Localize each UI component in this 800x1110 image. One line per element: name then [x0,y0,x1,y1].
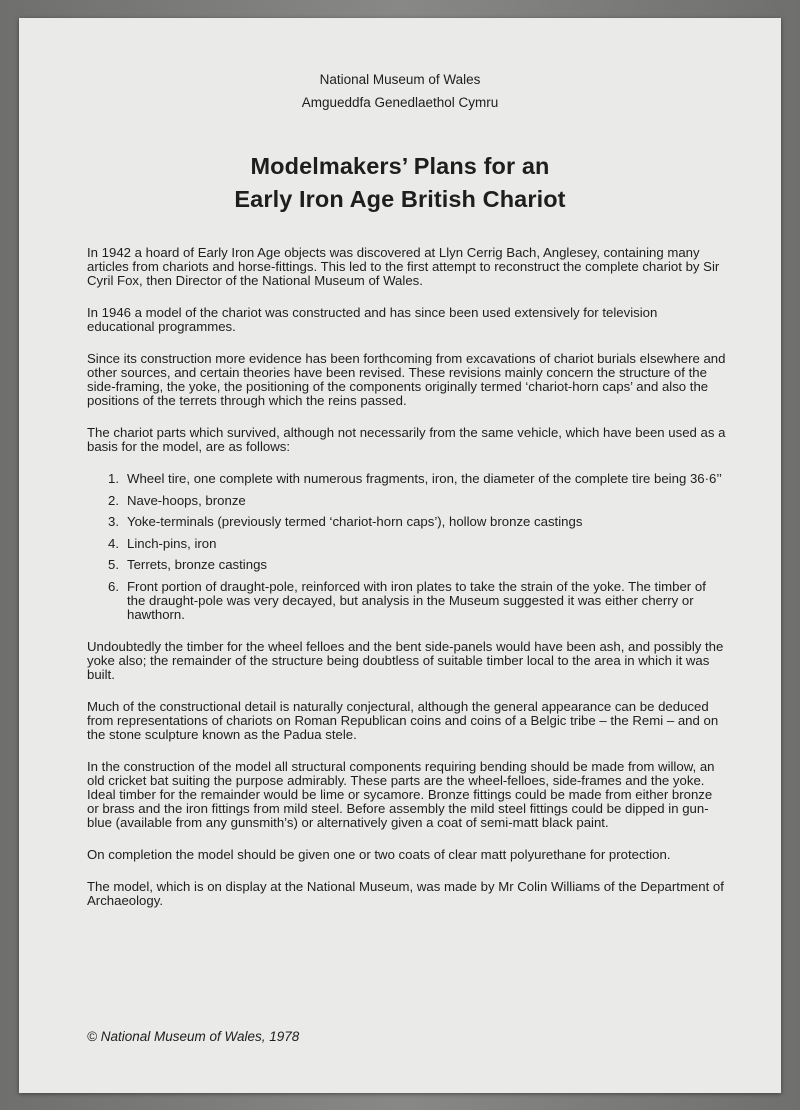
paragraph-construction-materials: In the construction of the model all structural components requiring bending should be made from willow, an old cricket bat suiting the purpose admirably. These parts are the wheel-felloes, side-frames and the yoke. Ideal timber for the remainder would be lime or sycamore. Bronze fittings could be made from either bronze or brass and the iron fittings from mild steel. Before assembly the mild steel fittings could be dipped in gun-blue (available from any gunsmith’s) or alternatively given a coat of semi-matt black paint. [87,758,715,830]
list-item-number: 4. [108,535,119,551]
list-item-text: Front portion of draught-pole, reinforced with iron plates to take the strain of the yoke. The timber of the draught-pole was very decayed, but analysis in the Museum suggested it was either cherry or hawthorn. [127,578,706,622]
document-sheet [19,18,781,1093]
paragraph-timber: Undoubtedly the timber for the wheel felloes and the bent side-panels would have been ash, and possibly the yoke also; the remainder of the structure being doubtless of suitable timber local to the area in which it was built. [87,638,724,682]
paragraph-finishing: On completion the model should be given one or two coats of clear matt polyurethane for protection. [87,846,671,862]
paragraph-first-model: In 1946 a model of the chariot was constructed and has since been used extensively for television educational programmes. [87,305,658,334]
list-item [87,494,727,508]
list-item-text: Yoke-terminals (previously termed ‘chariot-horn caps’), hollow bronze castings [127,514,583,529]
title-line-1: Modelmakers’ Plans for an [250,153,550,179]
list-item-number: 6. [108,578,119,594]
list-item-text: Nave-hoops, bronze [127,492,246,508]
list-item-number: 1. [108,471,119,486]
list-item-text: Linch-pins, iron [127,535,217,551]
list-item-number: 3. [108,514,119,529]
list-item-number: 5. [108,557,119,572]
list-item [87,537,727,551]
paragraph-parts-intro: The chariot parts which survived, although not necessarily from the same vehicle, which have been used as a basis for the model, are as follows: [87,425,726,454]
list-item-text: Terrets, bronze castings [127,557,267,572]
list-item [87,472,727,486]
list-item [87,580,727,622]
paragraph-discovery: In 1942 a hoard of Early Iron Age objects was discovered at Llyn Cerrig Bach, Anglesey, containing many articles from chariots and horse-fittings. This led to the first attempt to reconstruct the complete chariot by Sir Cyril Fox, then Director of the National Museum of Wales. [87,245,720,288]
list-item [87,515,727,529]
list-item-number: 2. [108,492,119,508]
paragraph-model-maker: The model, which is on display at the National Museum, was made by Mr Colin Williams of the Department of Archaeology. [87,878,724,908]
document-title [19,150,781,216]
title-line-2: Early Iron Age British Chariot [234,186,566,212]
parts-list [87,472,727,622]
list-item-text: Wheel tire, one complete with numerous fragments, iron, the diameter of the complete tire being 36·6’’ [127,471,722,486]
list-item [87,558,727,572]
museum-name-english: National Museum of Wales [319,72,481,87]
paragraph-revisions: Since its construction more evidence has been forthcoming from excavations of chariot burials elsewhere and other sources, and certain theories have been revised. These revisions mainly concern the structure of the side-framing, the yoke, the positioning of the components originally termed ‘chariot-horn caps’ and also the positions of the terrets through which the reins passed. [87,351,726,408]
museum-name-welsh: Amgueddfa Genedlaethol Cymru [301,95,499,110]
document-body [87,246,727,926]
paragraph-conjectural-detail: Much of the constructional detail is naturally conjectural, although the general appearance can be deduced from representations of chariots on Roman Republican coins and coins of a Belgic tribe – the Remi – and on the stone sculpture known as the Padua stele. [87,698,719,742]
copyright-notice: © National Museum of Wales, 1978 [87,1029,300,1044]
